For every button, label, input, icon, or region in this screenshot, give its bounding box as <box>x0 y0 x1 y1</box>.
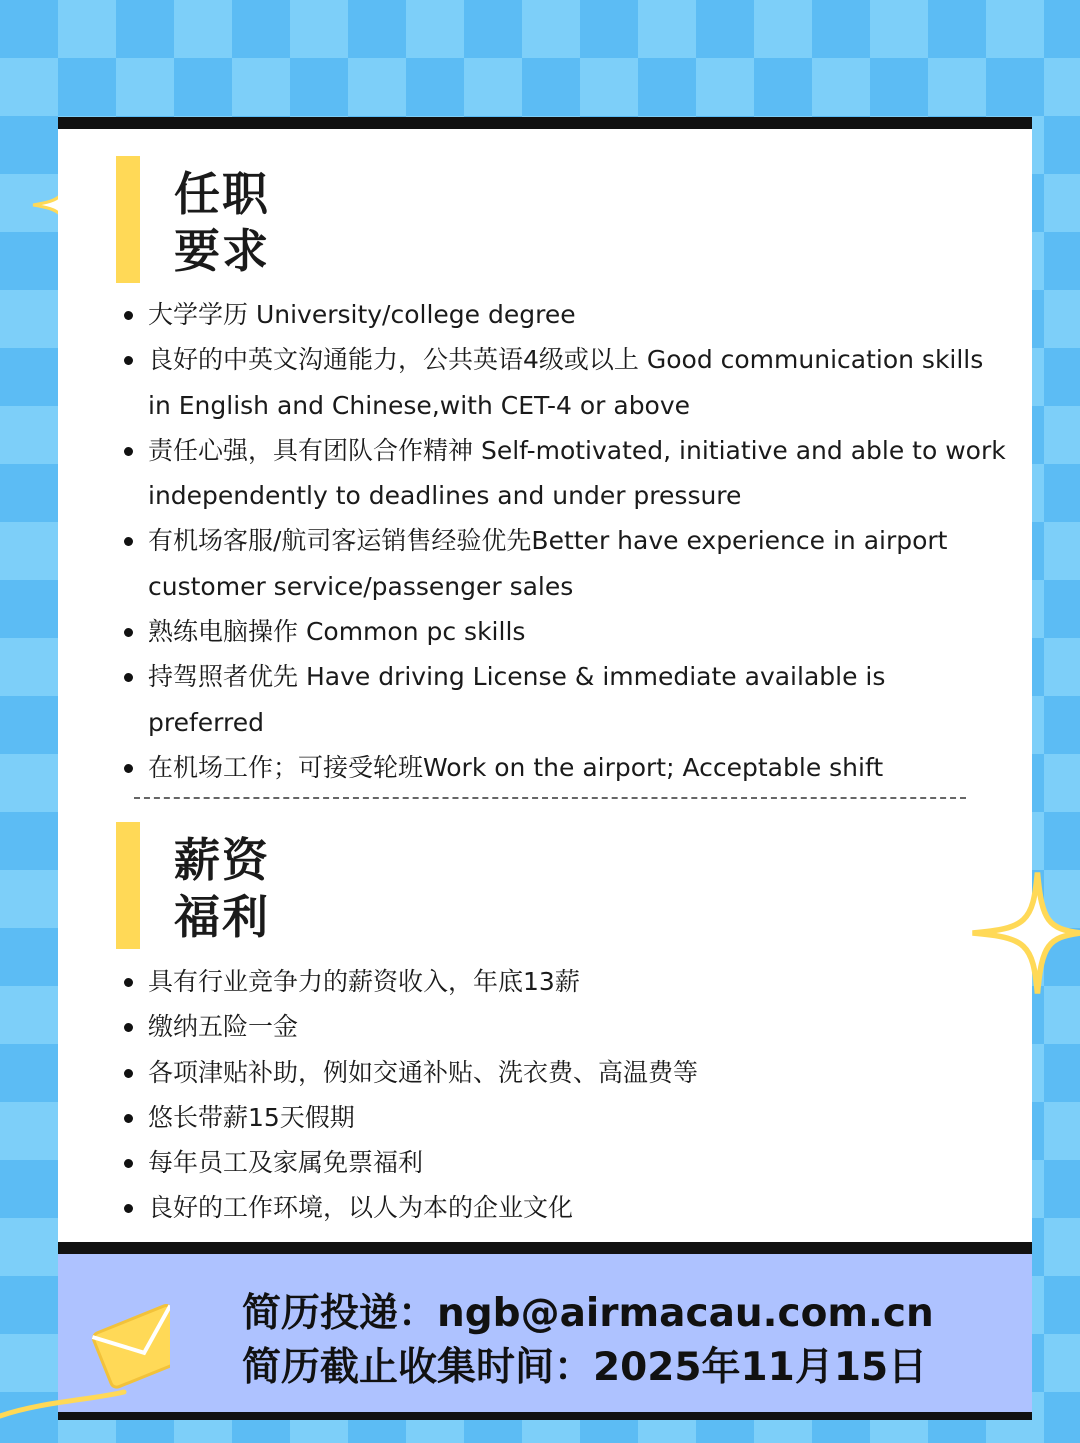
benefits-title: 薪资 福利 <box>174 833 270 944</box>
resume-deadline-text: 简历截止收集时间：2025年11月15日 <box>242 1345 928 1390</box>
list-item: 有机场客服/航司客运销售经验优先Better have experience in airport customer service/passenger sales <box>116 518 1006 609</box>
list-item: 各项津贴补助，例如交通补贴、洗衣费、高温费等 <box>116 1050 996 1095</box>
benefits-list <box>116 959 996 1231</box>
section-accent-bar <box>116 822 140 949</box>
section-accent-bar <box>116 156 140 283</box>
list-item: 在机场工作；可接受轮班Work on the airport; Acceptable shift <box>116 745 1006 790</box>
list-item: 缴纳五险一金 <box>116 1004 996 1049</box>
list-item: 具有行业竞争力的薪资收入，年底13薪 <box>116 959 996 1004</box>
list-item: 熟练电脑操作 Common pc skills <box>116 609 1006 654</box>
list-item: 责任心强，具有团队合作精神 Self-motivated, initiative and able to work independently to deadlines and under pressure <box>116 428 1006 519</box>
footer-banner <box>58 1242 1032 1420</box>
list-item: 大学学历 University/college degree <box>116 292 1006 337</box>
dashed-divider <box>134 797 966 799</box>
resume-submission-text: 简历投递：ngb@airmacau.com.cn <box>242 1291 934 1336</box>
info-card <box>58 117 1032 1419</box>
sparkle-star-icon-right <box>968 868 1080 998</box>
list-item: 持驾照者优先 Have driving License & immediate available is preferred <box>116 654 1006 745</box>
list-item: 悠长带薪15天假期 <box>116 1095 996 1140</box>
list-item: 良好的中英文沟通能力，公共英语4级或以上 Good communication skills in English and Chinese,with CET-4 or above <box>116 337 1006 428</box>
requirements-title: 任职 要求 <box>174 167 270 278</box>
list-item: 每年员工及家属免票福利 <box>116 1140 996 1185</box>
requirements-list <box>116 292 1006 790</box>
list-item: 良好的工作环境，以人为本的企业文化 <box>116 1185 996 1230</box>
envelope-icon <box>0 1276 170 1426</box>
